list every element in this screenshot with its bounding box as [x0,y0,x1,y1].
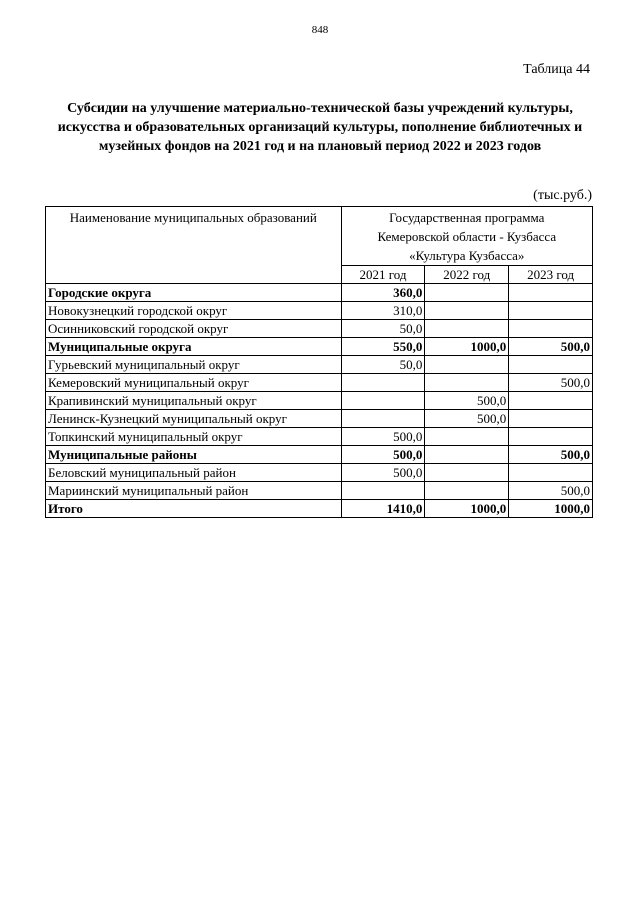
title-line: музейных фондов на 2021 год и на плановый период 2022 и 2023 годов [98,139,542,154]
table-row-group [46,446,593,464]
cell-2023: 500,0 [509,338,593,356]
cell-2023 [509,302,593,320]
cell-2023 [509,392,593,410]
row-name: Топкинский муниципальный округ [46,428,342,446]
cell-2022: 1000,0 [425,500,509,518]
cell-2023 [509,320,593,338]
row-name: Гурьевский муниципальный округ [46,356,342,374]
document-title [40,99,600,156]
table-row [46,482,593,500]
cell-2022 [425,446,509,464]
cell-2021: 50,0 [341,356,425,374]
cell-2021: 360,0 [341,284,425,302]
cell-2022 [425,428,509,446]
table-row-total [46,500,593,518]
row-name: Кемеровский муниципальный округ [46,374,342,392]
table-row [46,320,593,338]
cell-2022 [425,356,509,374]
header-name-column: Наименование муниципальных образований [46,207,342,284]
table-row [46,356,593,374]
title-line: искусства и образовательных организаций культуры, пополнение библиотечных и [57,120,583,135]
cell-2022 [425,284,509,302]
table-row [46,428,593,446]
cell-2021 [341,410,425,428]
page-number: 848 [311,24,329,36]
cell-2023: 500,0 [509,482,593,500]
row-name: Новокузнецкий городской округ [46,302,342,320]
table-row [46,410,593,428]
header-row [46,207,593,266]
title-line: Субсидии на улучшение материально-технической базы учреждений культуры, [67,101,573,116]
table-label: Таблица 44 [523,62,590,77]
cell-2021: 500,0 [341,428,425,446]
cell-2023 [509,284,593,302]
cell-2023: 500,0 [509,374,593,392]
cell-2022 [425,464,509,482]
header-year-2021: 2021 год [341,266,425,284]
program-line: Кемеровской области - Кузбасса [377,229,557,244]
cell-2021 [341,392,425,410]
cell-2022: 1000,0 [425,338,509,356]
cell-2022: 500,0 [425,410,509,428]
cell-2022 [425,320,509,338]
cell-2023: 1000,0 [509,500,593,518]
table-row-group [46,284,593,302]
cell-2021 [341,482,425,500]
cell-2021: 310,0 [341,302,425,320]
cell-2022 [425,482,509,500]
row-name: Мариинский муниципальный район [46,482,342,500]
program-line: «Культура Кузбасса» [409,248,525,263]
subsidies-table [45,206,593,518]
cell-2023 [509,428,593,446]
cell-2021: 500,0 [341,464,425,482]
row-name: Крапивинский муниципальный округ [46,392,342,410]
table-row [46,464,593,482]
header-program [341,207,592,266]
cell-2022: 500,0 [425,392,509,410]
table-row [46,302,593,320]
cell-2021: 550,0 [341,338,425,356]
row-name: Беловский муниципальный район [46,464,342,482]
row-name: Муниципальные округа [46,338,342,356]
cell-2022 [425,374,509,392]
cell-2021: 50,0 [341,320,425,338]
cell-2023 [509,356,593,374]
row-name: Муниципальные районы [46,446,342,464]
table-row [46,374,593,392]
table-row [46,392,593,410]
row-name: Итого [46,500,342,518]
cell-2021 [341,374,425,392]
row-name: Осинниковский городской округ [46,320,342,338]
header-year-2023: 2023 год [509,266,593,284]
row-name: Ленинск-Кузнецкий муниципальный округ [46,410,342,428]
cell-2021: 500,0 [341,446,425,464]
header-year-2022: 2022 год [425,266,509,284]
cell-2023 [509,410,593,428]
table-row-group [46,338,593,356]
cell-2023 [509,464,593,482]
cell-2023: 500,0 [509,446,593,464]
row-name: Городские округа [46,284,342,302]
cell-2021: 1410,0 [341,500,425,518]
program-line: Государственная программа [389,210,545,225]
cell-2022 [425,302,509,320]
units-label: (тыс.руб.) [533,188,592,203]
